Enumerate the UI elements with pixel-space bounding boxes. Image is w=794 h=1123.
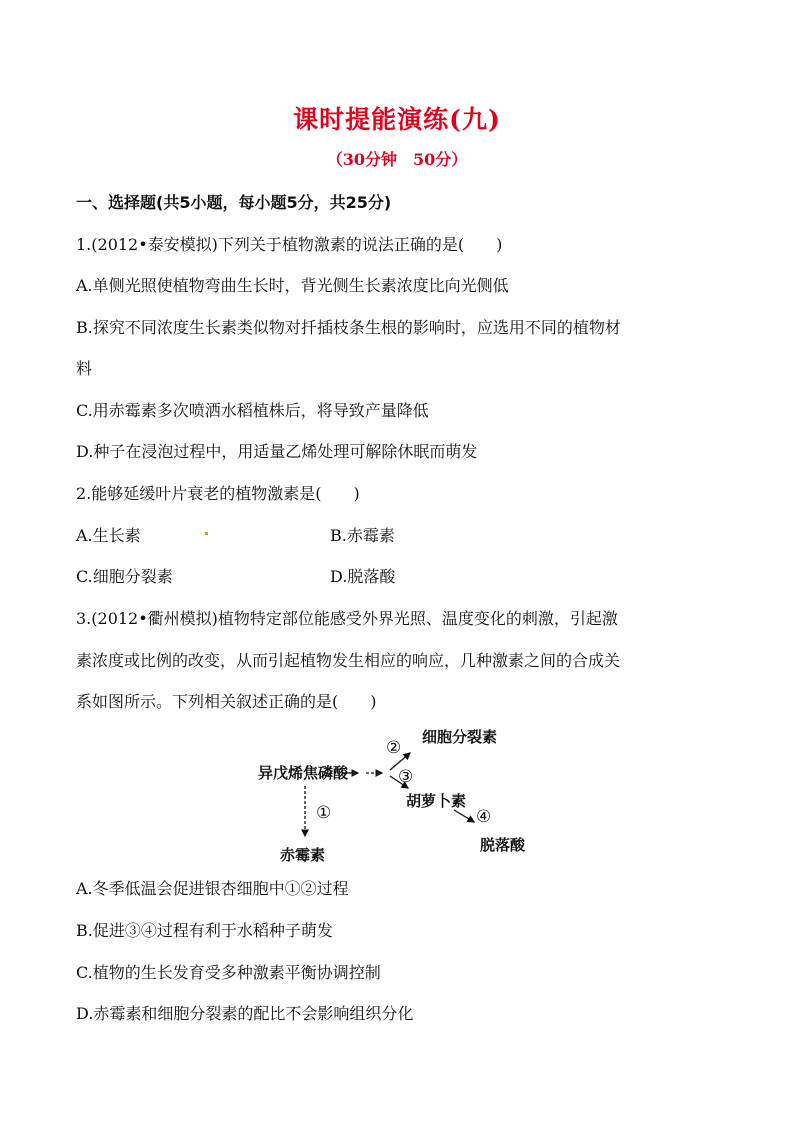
diagram-cytokinin-label: 细胞分裂素	[422, 728, 498, 746]
question-2-option-c: C.细胞分裂素	[76, 567, 173, 586]
step-2-label: ②	[386, 738, 402, 758]
question-2-stem: 2.能够延缓叶片衰老的植物激素是( )	[76, 484, 360, 503]
hormone-synthesis-diagram	[250, 722, 550, 872]
diagram-abscisic-label: 脱落酸	[480, 836, 526, 854]
question-1-option-b-cont: 料	[76, 359, 93, 378]
question-3-stem-line2: 素浓度或比例的改变，从而引起植物发生相应的响应，几种激素之间的合成关	[76, 651, 621, 670]
arrow-4	[454, 810, 474, 822]
question-2-option-d: D.脱落酸	[330, 567, 396, 586]
question-1-option-c: C.用赤霉素多次喷洒水稻植株后，将导致产量降低	[76, 401, 429, 420]
question-1-option-a: A.单侧光照使植物弯曲生长时，背光侧生长素浓度比向光侧低	[76, 276, 509, 295]
stray-dot	[205, 532, 208, 535]
page-subtitle: （30分钟 50分）	[326, 150, 468, 169]
question-1-stem: 1.(2012•泰安模拟)下列关于植物激素的说法正确的是( )	[76, 235, 503, 254]
question-3-option-c: C.植物的生长发育受多种激素平衡协调控制	[76, 963, 381, 982]
question-3-option-b: B.促进③④过程有利于水稻种子萌发	[76, 921, 333, 940]
question-2-option-b: B.赤霉素	[330, 526, 395, 545]
question-1-option-b: B.探究不同浓度生长素类似物对扦插枝条生根的影响时，应选用不同的植物材	[76, 318, 621, 337]
question-3-stem-line1: 3.(2012•衢州模拟)植物特定部位能感受外界光照、温度变化的刺激，引起激	[76, 609, 618, 628]
step-4-label: ④	[476, 807, 492, 827]
section-heading: 一、选择题(共5小题，每小题5分，共25分)	[76, 193, 392, 212]
diagram-gibberellin-label: 赤霉素	[280, 846, 326, 864]
step-3-label: ③	[398, 767, 414, 787]
page-title: 课时提能演练(九)	[293, 105, 501, 134]
question-3-option-d: D.赤霉素和细胞分裂素的配比不会影响组织分化	[76, 1004, 414, 1023]
question-3-option-a: A.冬季低温会促进银杏细胞中①②过程	[76, 879, 349, 898]
question-3-stem-line3: 系如图所示。下列相关叙述正确的是( )	[76, 692, 377, 711]
question-1-option-d: D.种子在浸泡过程中，用适量乙烯处理可解除休眠而萌发	[76, 442, 478, 461]
diagram-source-label: 异戊烯焦磷酸	[258, 764, 349, 782]
step-1-label: ①	[316, 803, 332, 823]
diagram-carotene-label: 胡萝卜素	[406, 792, 467, 810]
question-2-option-a: A.生长素	[76, 526, 141, 545]
